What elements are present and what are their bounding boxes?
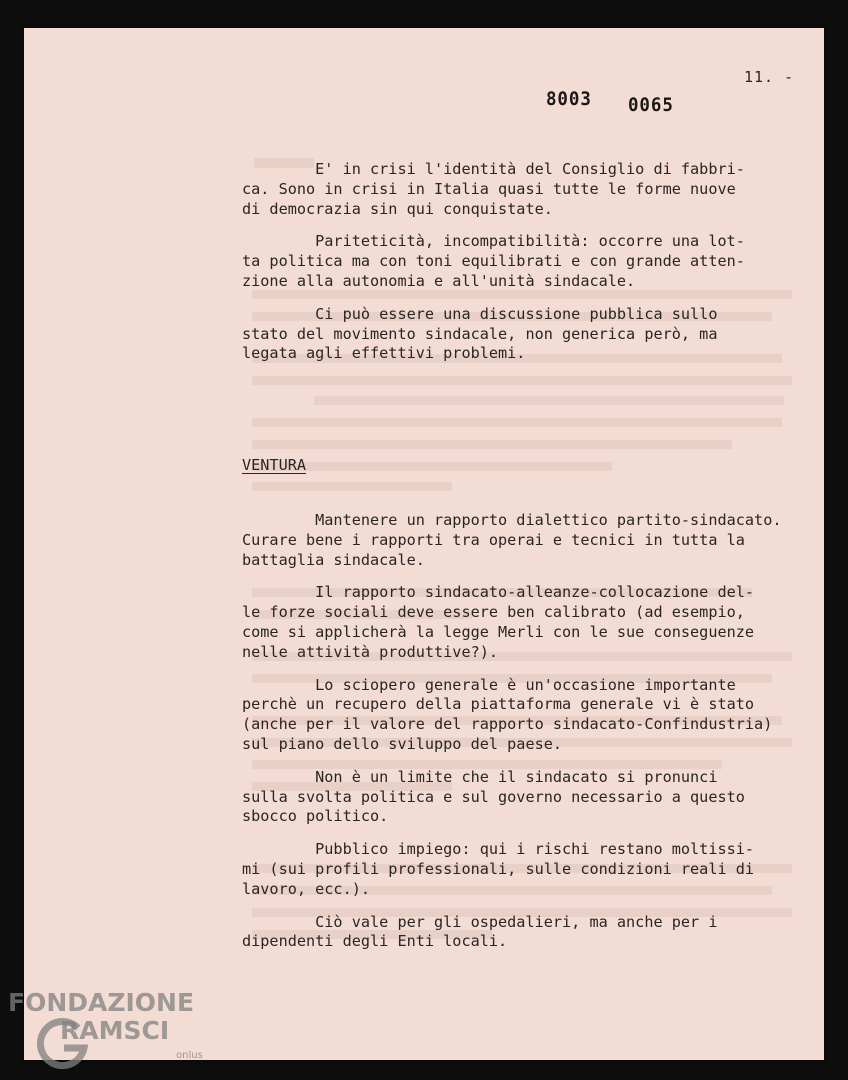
paragraph: Non è un limite che il sindacato si pronunci sulla svolta politica e sul governo necessario a questo sbocco politico. bbox=[242, 767, 745, 826]
fondazione-gramsci-watermark bbox=[8, 988, 218, 1074]
paragraph: E' in crisi l'identità del Consiglio di fabbri- ca. Sono in crisi in Italia quasi tutte le forme nuove di democrazia sin qui conquistate. bbox=[242, 160, 745, 218]
section-one bbox=[242, 160, 822, 377]
archive-stamp-code-b: 0065 bbox=[627, 94, 674, 116]
watermark-line2: RAMSCI bbox=[60, 1016, 170, 1045]
paragraph: Pariteticità, incompatibilità: occorre una lot- ta politica ma con toni equilibrati e con grande atten- zione alla autonomia e all'unità sindacale. bbox=[242, 232, 745, 290]
page-number: 11. - bbox=[744, 68, 795, 86]
paragraph: Mantenere un rapporto dialettico partito-sindacato. Curare bene i rapporti tra operai e tecnici in tutta la battaglia sindacale. bbox=[242, 511, 782, 569]
paragraph: Lo sciopero generale è un'occasione importante perchè un recupero della piattaforma generale vi è stato (anche per il valore del rapporto sindacato-Confindustria) sul piano dello sviluppo del paese. bbox=[242, 675, 773, 753]
section-two bbox=[242, 511, 822, 965]
document-page bbox=[24, 28, 824, 1060]
watermark-onlus: onlus bbox=[176, 1050, 203, 1061]
section-heading-ventura: VENTURA bbox=[242, 456, 307, 474]
archive-stamp-code-a: 8003 bbox=[545, 88, 592, 110]
watermark-line1: FONDAZIONE bbox=[8, 988, 195, 1017]
paragraph: Pubblico impiego: qui i rischi restano moltissi- mi (sui profili professionali, sulle condizioni reali di lavoro, ecc.). bbox=[242, 840, 755, 898]
paragraph: Il rapporto sindacato-alleanze-collocazione del- le forze sociali deve essere ben calibrato (ad esempio, come si applicherà la legge Merli con le sue conseguenze nelle attività produttive?). bbox=[242, 583, 755, 661]
paragraph: Ci può essere una discussione pubblica sullo stato del movimento sindacale, non generica però, ma legata agli effettivi problemi. bbox=[242, 304, 718, 363]
paragraph: Ciò vale per gli ospedalieri, ma anche per i dipendenti degli Enti locali. bbox=[242, 912, 718, 951]
